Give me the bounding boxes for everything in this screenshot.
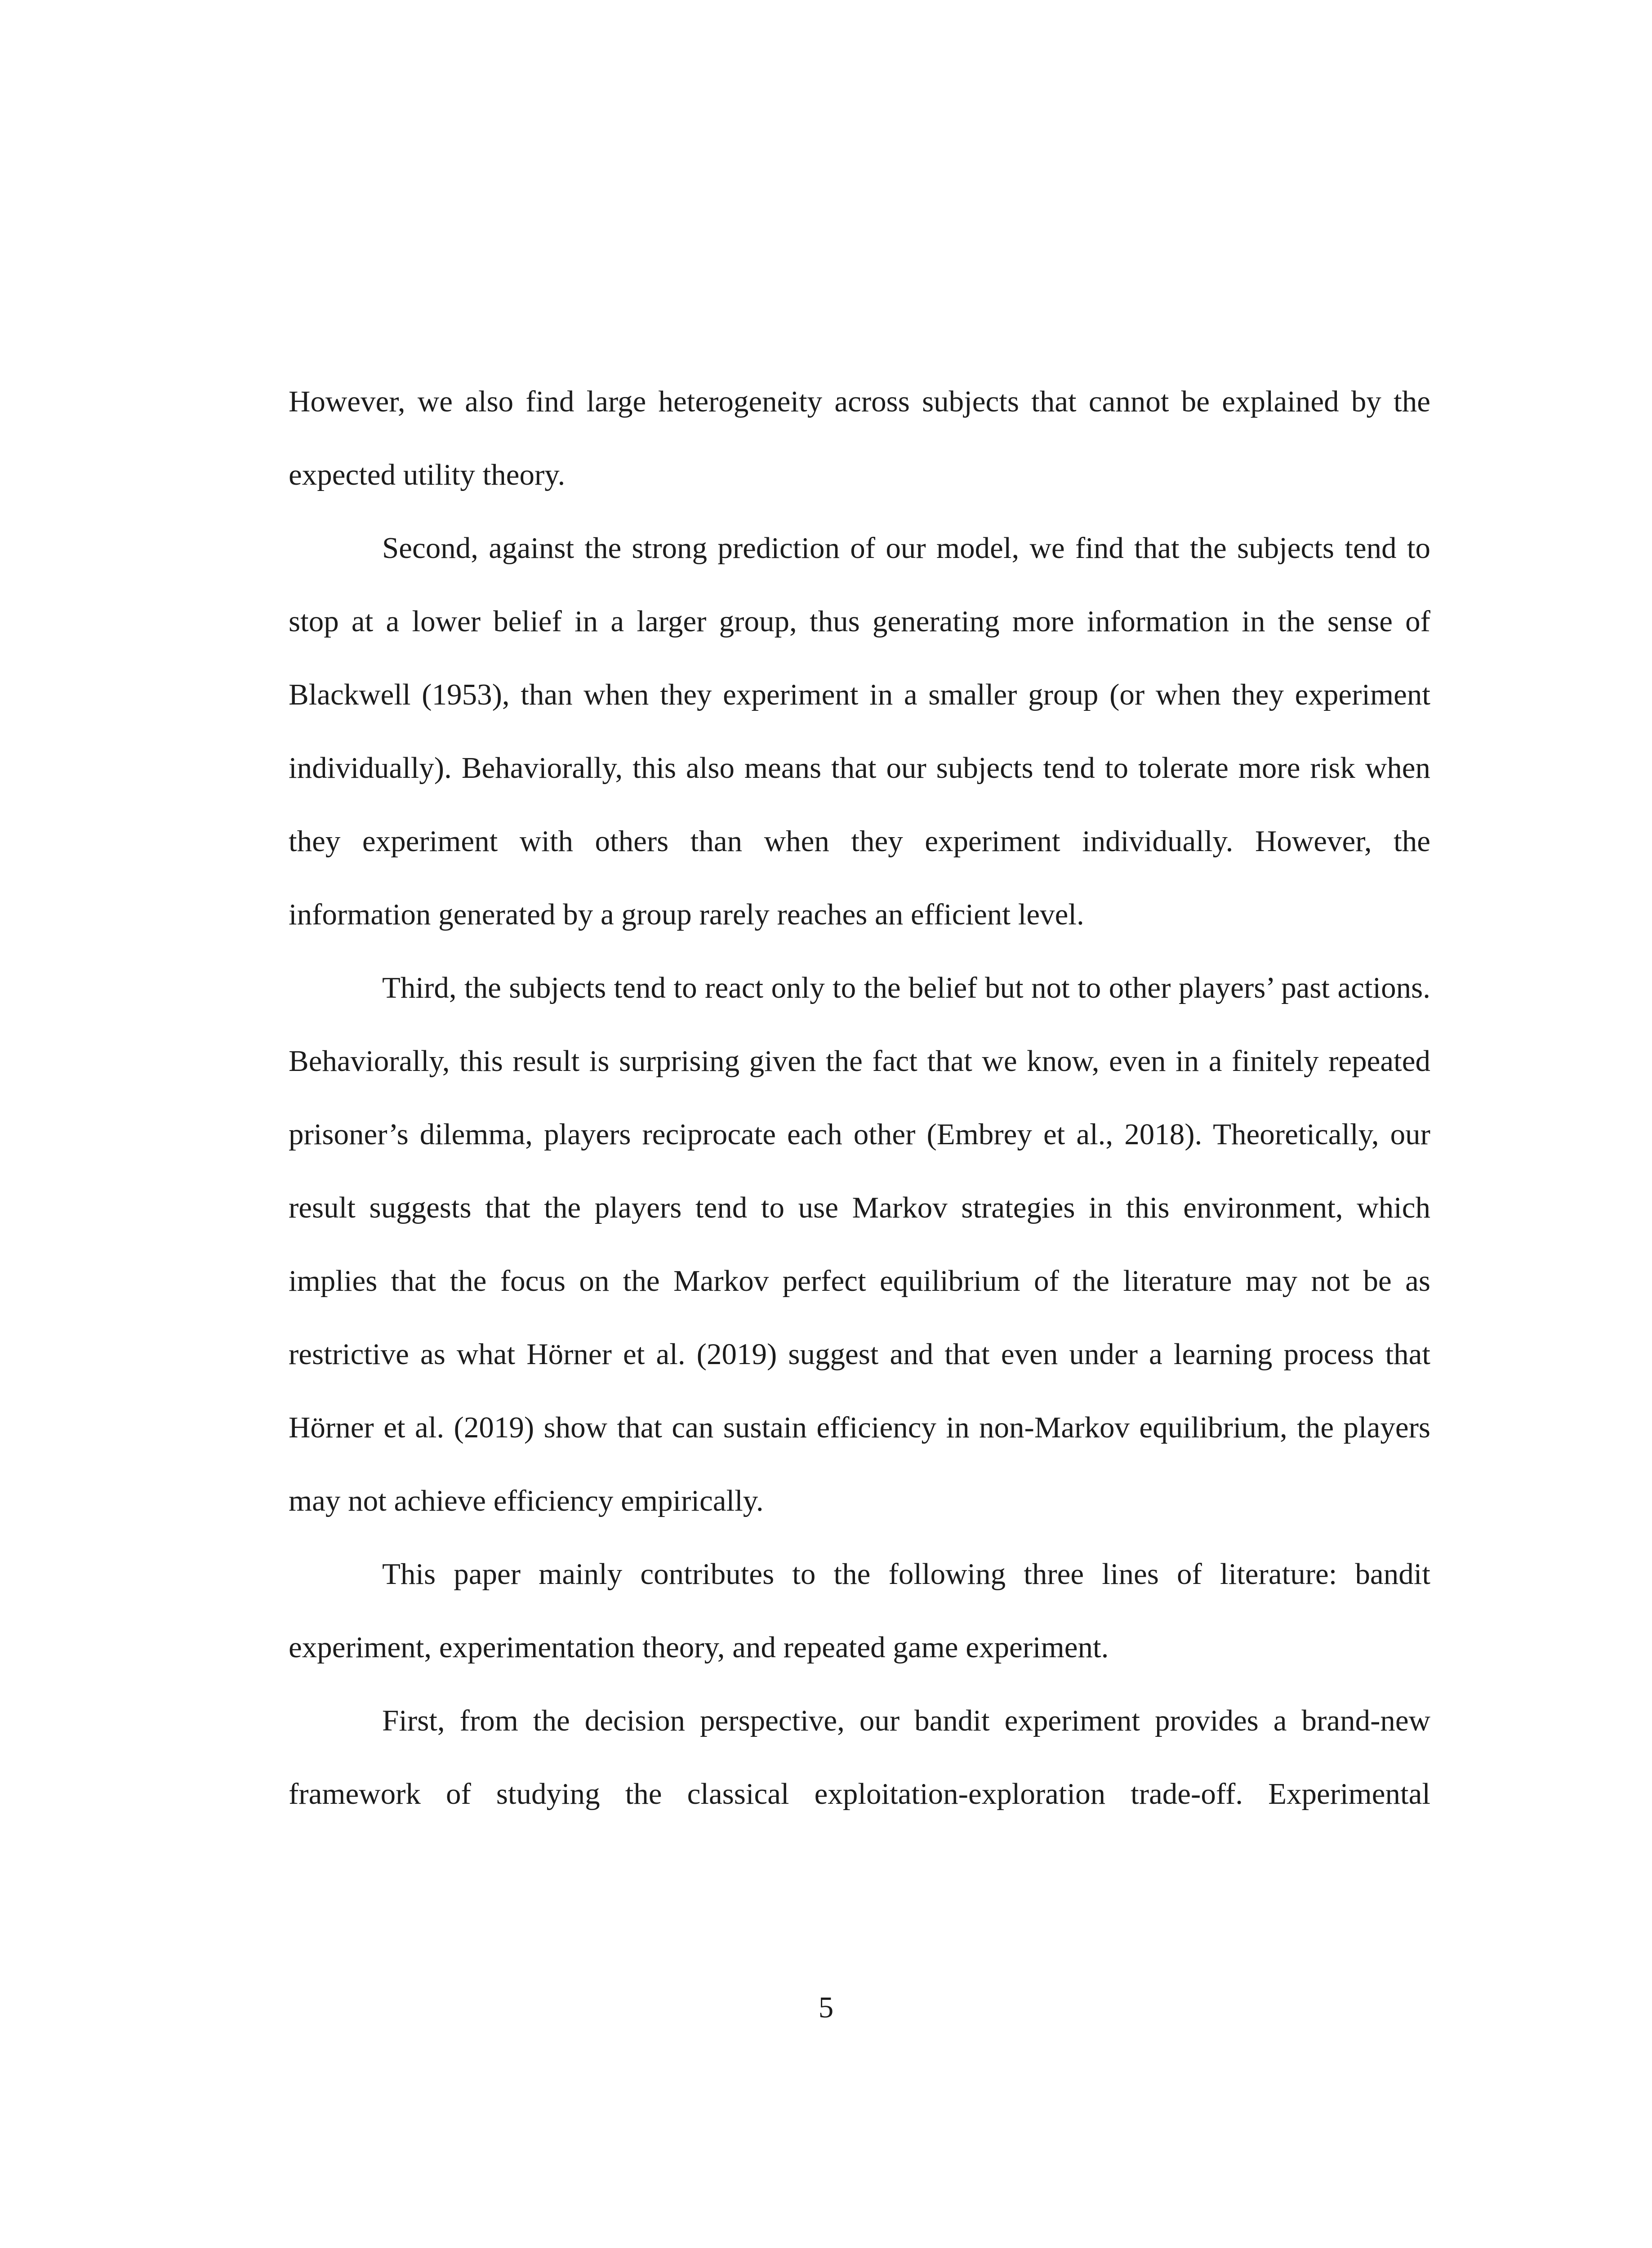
- paragraph-second-finding: Second, against the strong prediction of our model, we find that the subjects tend to stop at a lower belief in a larger group, thus generating more information in the sense of Blackwell (1953), than when they experiment in a smaller group (or when they experiment individually). Behaviorally, this also means that our subjects tend to tolerate more risk when they experiment with others than when they experiment individually. However, the information generated by a group rarely reaches an efficient level.: [289, 531, 1430, 931]
- paragraph-contributions: This paper mainly contributes to the following three lines of literature: bandit experiment, experimentation theory, and repeated game experiment.: [289, 1557, 1430, 1664]
- body-text: [289, 365, 1430, 1831]
- paragraph-continuation: However, we also find large heterogeneity across subjects that cannot be explained by the expected utility theory.: [289, 385, 1430, 491]
- page-number: 5: [818, 1991, 834, 2024]
- paragraph-first-contribution: First, from the decision perspective, our bandit experiment provides a brand-new framework of studying the classical exploitation-exploration trade-off. Experimental: [289, 1704, 1430, 1811]
- paragraph-third-finding: Third, the subjects tend to react only to the belief but not to other players’ past actions. Behaviorally, this result is surprising given the fact that we know, even in a finitely repeated prisoner’s dilemma, players reciprocate each other (Embrey et al., 2018). Theoretically, our result suggests that the players tend to use Markov strategies in this environment, which implies that the focus on the Markov perfect equilibrium of the literature may not be as restrictive as what Hörner et al. (2019) suggest and that even under a learning process that Hörner et al. (2019) show that can sustain efficiency in non-Markov equilibrium, the players may not achieve efficiency empirically.: [289, 971, 1430, 1517]
